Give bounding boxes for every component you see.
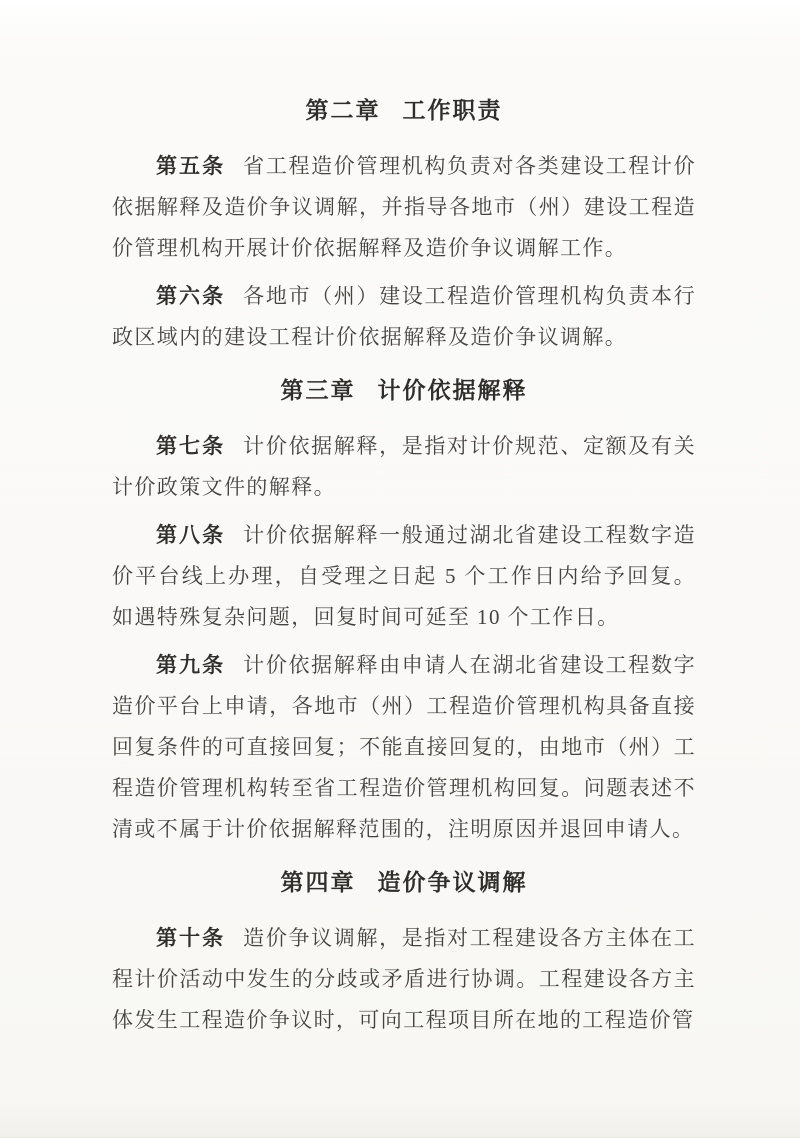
- article-number: 第六条: [156, 285, 226, 308]
- article-number: 第七条: [156, 435, 226, 458]
- document-content: [112, 94, 696, 1048]
- article-number: 第十条: [156, 927, 226, 950]
- chapter-title: 造价争议调解: [377, 869, 528, 895]
- chapter-title: 工作职责: [402, 97, 503, 123]
- article-paragraph: [112, 645, 696, 850]
- article-text: 计价依据解释由申请人在湖北省建设工程数字造价平台上申请，各地市（州）工程造价管理机构具备直接回复条件的可直接回复；不能直接回复的，由地市（州）工程造价管理机构转至省工程造价管理机构回复。问题表述不清或不属于计价依据解释范围的，注明原因并退回申请人。: [112, 653, 697, 841]
- chapter-number: 第四章: [280, 869, 356, 895]
- article-paragraph: [112, 515, 696, 638]
- article-paragraph: [112, 918, 696, 1041]
- article-text: 计价依据解释一般通过湖北省建设工程数字造价平台线上办理，自受理之日起 5 个工作日内给予回复。如遇特殊复杂问题，回复时间可延至 10 个工作日。: [112, 523, 697, 629]
- chapter-heading: [112, 374, 696, 406]
- chapter-number: 第二章: [305, 97, 381, 123]
- chapter-heading: [112, 94, 696, 126]
- chapter-heading: [112, 866, 696, 898]
- article-paragraph: [112, 426, 696, 508]
- article-text: 各地市（州）建设工程造价管理机构负责本行政区域内的建设工程计价依据解释及造价争议调解。: [112, 284, 697, 349]
- article-text: 省工程造价管理机构负责对各类建设工程计价依据解释及造价争议调解，并指导各地市（州）建设工程造价管理机构开展计价依据解释及造价争议调解工作。: [112, 154, 697, 260]
- article-number: 第九条: [156, 654, 226, 677]
- article-text: 造价争议调解，是指对工程建设各方主体在工程计价活动中发生的分歧或矛盾进行协调。工程建设各方主体发生工程造价争议时，可向工程项目所在地的工程造价管: [112, 926, 697, 1032]
- article-paragraph: [112, 276, 696, 358]
- article-paragraph: [112, 146, 696, 269]
- article-number: 第五条: [156, 155, 226, 178]
- chapter-title: 计价依据解释: [377, 377, 528, 403]
- article-text: 计价依据解释，是指对计价规范、定额及有关计价政策文件的解释。: [112, 434, 697, 499]
- article-number: 第八条: [156, 524, 226, 547]
- chapter-number: 第三章: [280, 377, 356, 403]
